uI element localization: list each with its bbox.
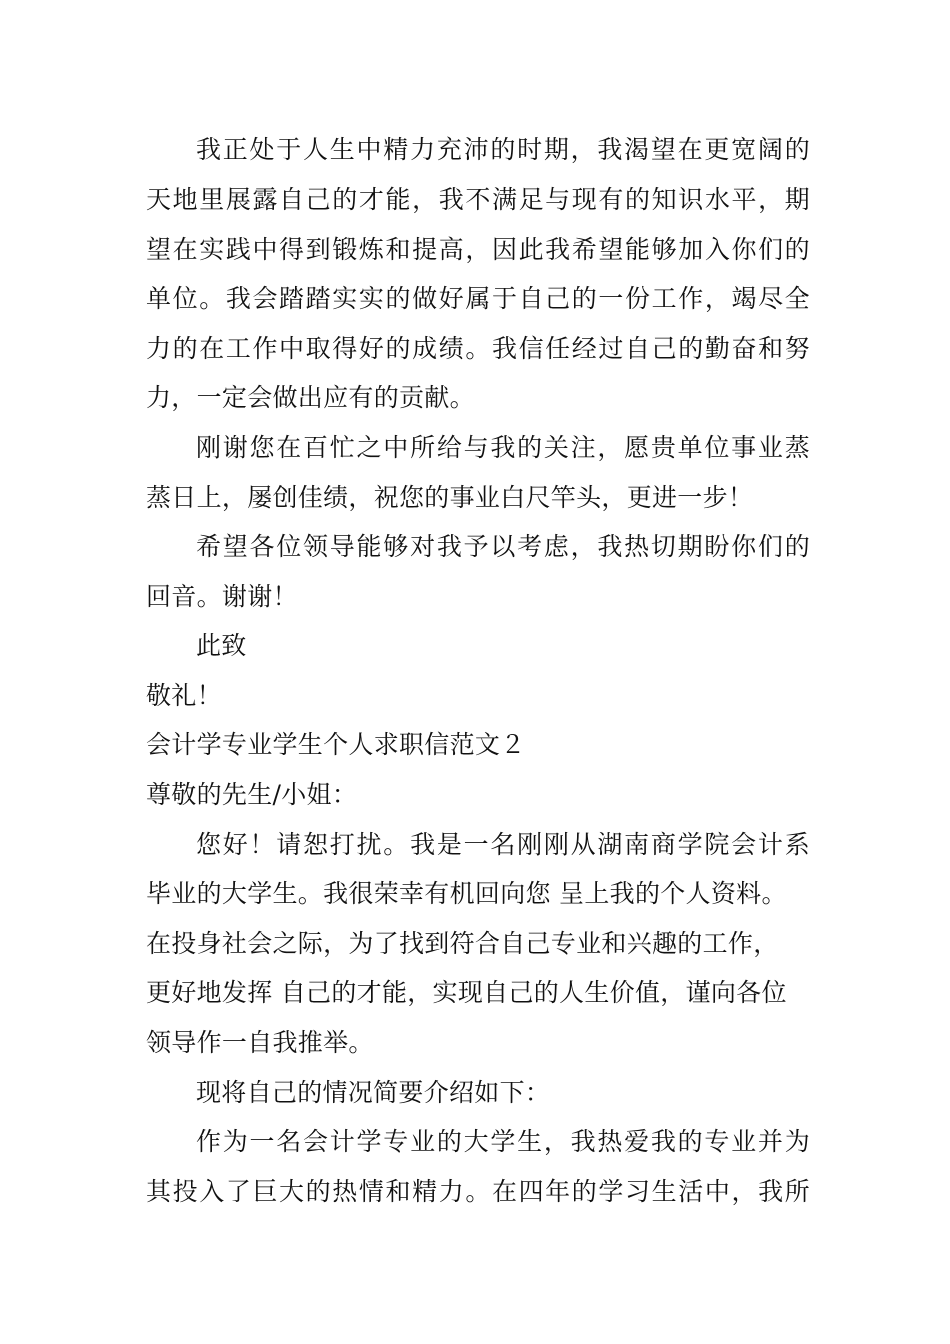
closing-salutation: 此致: [196, 631, 247, 660]
text-line: 力的在工作中取得好的成绩。我信任经过自己的勤奋和努: [146, 334, 810, 363]
text-line: 更好地发挥 自己的才能，实现自己的人生价值，谨向各位: [146, 978, 787, 1007]
section-title: 会计学专业学生个人求职信范文２: [146, 730, 526, 759]
text-line: 蒸日上，屡创佳绩，祝您的事业白尺竿头，更进一步！: [146, 483, 754, 512]
text-line: 毕业的大学生。我很荣幸有机回向您 呈上我的个人资料。: [146, 879, 787, 908]
text-line: 您好！请恕打扰。我是一名刚刚从湖南商学院会计系: [196, 830, 810, 859]
text-line: 力，一定会做出应有的贡献。: [146, 383, 475, 412]
text-line: 现将自己的情况简要介绍如下：: [196, 1078, 551, 1107]
text-line: 我正处于人生中精力充沛的时期，我渴望在更宽阔的: [196, 135, 810, 164]
closing-regards: 敬礼！: [146, 681, 222, 710]
text-line: 单位。我会踏踏实实的做好属于自己的一份工作，竭尽全: [146, 284, 810, 313]
text-line: 天地里展露自己的才能，我不满足与现有的知识水平，期: [146, 185, 810, 214]
text-line: 望在实践中得到锻炼和提高，因此我希望能够加入你们的: [146, 235, 810, 264]
text-line: 领导作一自我推举。: [146, 1028, 374, 1057]
text-line: 希望各位领导能够对我予以考虑，我热切期盼你们的: [196, 532, 810, 561]
text-line: 作为一名会计学专业的大学生，我热爱我的专业并为: [196, 1127, 810, 1156]
text-line: 其投入了巨大的热情和精力。在四年的学习生活中，我所: [146, 1177, 810, 1206]
text-line: 在投身社会之际，为了找到符合自己专业和兴趣的工作，: [146, 929, 779, 958]
text-line: 回音。谢谢！: [146, 582, 298, 611]
greeting: 尊敬的先生/小姐：: [146, 780, 358, 809]
text-line: 刚谢您在百忙之中所给与我的关注，愿贵单位事业蒸: [196, 433, 810, 462]
